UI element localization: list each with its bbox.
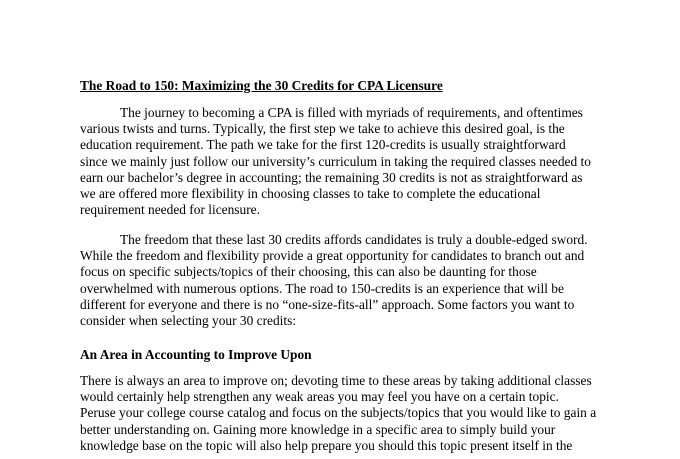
section-heading: An Area in Accounting to Improve Upon bbox=[80, 347, 312, 362]
paragraph-line: since we mainly just follow our university’s curriculum in taking the required classes needed to bbox=[80, 153, 591, 169]
paragraph-improve bbox=[80, 373, 600, 454]
paragraph-line: we are offered more flexibility in choosing classes to take to complete the educational bbox=[80, 186, 541, 202]
document-title: The Road to 150: Maximizing the 30 Credits for CPA Licensure bbox=[80, 78, 443, 93]
paragraph-line: While the freedom and flexibility provide a great opportunity for candidates to branch out and bbox=[80, 248, 585, 264]
paragraph-line: knowledge base on the topic will also help prepare you should this topic present itself in the bbox=[80, 437, 573, 453]
paragraph-line: requirement needed for licensure. bbox=[80, 202, 260, 218]
paragraph-line: overwhelmed with numerous options. The road to 150-credits is an experience that will be bbox=[80, 280, 564, 296]
paragraph-line: education requirement. The path we take for the first 120-credits is usually straightforward bbox=[80, 137, 566, 153]
paragraph-line: earn our bachelor’s degree in accounting; the remaining 30 credits is not as straightforward as bbox=[80, 169, 583, 185]
paragraph-line: The freedom that these last 30 credits affords candidates is truly a double-edged sword. bbox=[120, 232, 588, 247]
paragraph-freedom bbox=[80, 232, 600, 329]
paragraph-journey bbox=[80, 105, 600, 218]
paragraph-line: consider when selecting your 30 credits: bbox=[80, 313, 297, 329]
paragraph-line: There is always an area to improve on; devoting time to these areas by taking additional classes bbox=[80, 373, 592, 388]
paragraph-line: different for everyone and there is no “one-size-fits-all” approach. Some factors you want to bbox=[80, 296, 575, 312]
paragraph-line: The journey to becoming a CPA is filled with myriads of requirements, and oftentimes bbox=[120, 105, 583, 120]
paragraph-line: better understanding on. Gaining more knowledge in a specific area to simply build your bbox=[80, 421, 556, 437]
paragraph-line: various twists and turns. Typically, the first step we take to achieve this desired goal, is the bbox=[80, 121, 565, 137]
paragraph-line: Peruse your college course catalog and focus on the subjects/topics that you would like to gain a bbox=[80, 405, 597, 421]
paragraph-line: focus on specific subjects/topics of their choosing, this can also be daunting for those bbox=[80, 264, 537, 280]
paragraph-line: would certainly help strengthen any weak areas you may feel you have on a certain topic. bbox=[80, 389, 559, 405]
